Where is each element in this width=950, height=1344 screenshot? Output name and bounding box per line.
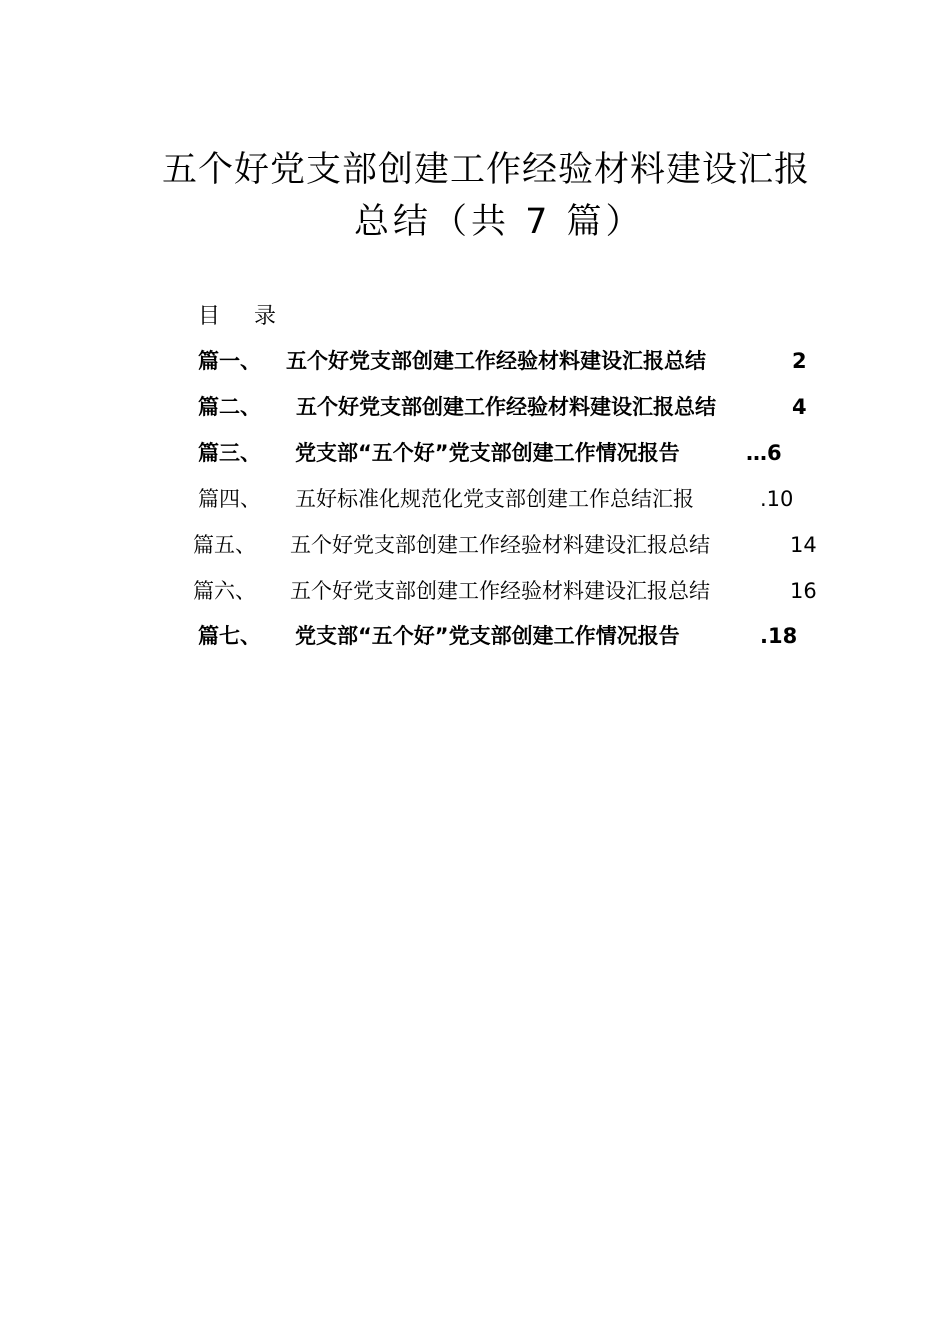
toc-entry[interactable] <box>198 484 818 514</box>
toc-entry-number: 篇七、 <box>198 624 261 648</box>
toc-entry-page: 16 <box>790 579 817 603</box>
document-title-line-1: 五个好党支部创建工作经验材料建设汇报 <box>162 150 811 190</box>
toc-entry-title: 五个好党支部创建工作经验材料建设汇报总结 <box>286 349 706 373</box>
toc-entry[interactable] <box>198 346 818 376</box>
toc-entry[interactable] <box>198 438 818 468</box>
toc-entry-page: …6 <box>746 441 782 465</box>
toc-entry-page: .10 <box>760 487 794 511</box>
toc-entry[interactable] <box>193 530 833 560</box>
toc-entry-number: 篇四、 <box>198 487 261 511</box>
toc-entry-title: 党支部“五个好”党支部创建工作情况报告 <box>295 441 680 465</box>
toc-entry-number: 篇二、 <box>198 395 261 419</box>
toc-entry-title: 五个好党支部创建工作经验材料建设汇报总结 <box>290 533 710 557</box>
toc-entry-title: 五个好党支部创建工作经验材料建设汇报总结 <box>296 395 716 419</box>
toc-entry[interactable] <box>198 392 818 422</box>
toc-heading <box>198 303 276 331</box>
toc-entry-page: 2 <box>792 349 807 373</box>
toc-heading-right: 录 <box>254 304 277 329</box>
toc-entry[interactable] <box>193 576 833 606</box>
toc-entry-page: .18 <box>760 624 798 648</box>
toc-entry-number: 篇一、 <box>198 349 261 373</box>
document-title-line-2: 总结（共 7 篇） <box>354 202 645 242</box>
toc-entry[interactable] <box>198 621 818 651</box>
toc-heading-left: 目 <box>198 304 221 329</box>
toc-entry-title: 五好标准化规范化党支部创建工作总结汇报 <box>295 487 694 511</box>
toc-entry-number: 篇五、 <box>193 533 256 557</box>
toc-entry-page: 14 <box>790 533 817 557</box>
toc-entry-title: 党支部“五个好”党支部创建工作情况报告 <box>295 624 680 648</box>
toc-entry-page: 4 <box>792 395 807 419</box>
toc-entry-title: 五个好党支部创建工作经验材料建设汇报总结 <box>290 579 710 603</box>
toc-entry-number: 篇六、 <box>193 579 256 603</box>
toc-entry-number: 篇三、 <box>198 441 261 465</box>
